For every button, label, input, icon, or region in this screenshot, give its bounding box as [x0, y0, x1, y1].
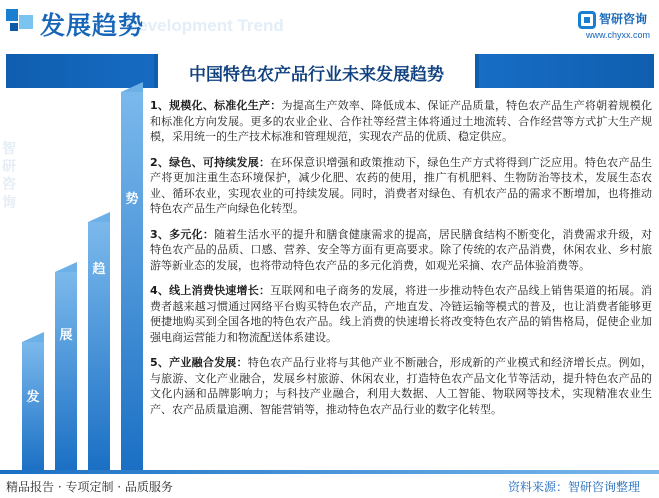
header [0, 0, 659, 48]
step-bar-1 [22, 342, 44, 472]
trend-heading: 4、线上消费快速增长： [150, 284, 271, 297]
section-title-en: Development Trend [126, 16, 284, 35]
brand-logo [578, 10, 654, 44]
logo-icon [578, 11, 596, 29]
trend-item-2 [150, 155, 652, 217]
trend-text: 随着生活水平的提升和膳食健康需求的提高，居民膳食结构不断变化，消费需求升级，对特色农产品的品质、口感、营养、安全等方面有更高要求。除了传统的农产品消费，休闲农业、乡村旅游等新业态的发展，也将带动特色农产品的多元化消费，如观光采摘、农产品体验消费等。 [150, 227, 653, 272]
side-watermark: 智研咨询 [2, 141, 16, 211]
trend-list [150, 98, 652, 427]
trend-heading: 1、规模化、标准化生产： [150, 99, 282, 112]
trend-item-1 [150, 98, 652, 145]
trend-item-4 [150, 283, 652, 345]
footer-divider [0, 470, 659, 474]
trend-item-3 [150, 227, 652, 274]
trend-heading: 3、多元化： [150, 227, 215, 241]
step-label-2: 展 [59, 328, 73, 343]
step-bar-3 [88, 222, 110, 472]
trend-text: 为提高生产效率、降低成本、保证产品质量，特色农产品生产将朝着规模化和标准化方向发展。更多的农业企业、合作社等经营主体将通过土地流转、合作经营等方式扩大生产规模，采用统一的生产技术标准和管理规范，实现农产品的优质、稳定供应。 [150, 99, 653, 143]
footer-slogan: 精品报告 · 专项定制 · 品质服务 [6, 480, 173, 494]
trend-heading: 2、绿色、可持续发展： [150, 155, 271, 169]
logo-url: www.chyxx.com [586, 30, 651, 40]
title-box [154, 54, 479, 88]
step-label-3: 趋 [92, 262, 106, 277]
trend-item-5 [150, 355, 652, 417]
trend-text: 特色农产品行业将与其他产业不断融合，形成新的产业模式和经济增长点。例如，与旅游、文化产业融合，发展乡村旅游、休闲农业，打造特色农产品文化节等活动，提升特色农产品的文化内涵和品牌影响力；与科技产业融合，利用大数据、人工智能、物联网等技术，实现精准农业生产、农产品质量追溯、智能营销等，推动特色农产品行业的数字化转型。 [150, 356, 653, 416]
trend-heading: 5、产业融合发展： [150, 356, 248, 369]
logo-name: 智研咨询 [599, 12, 648, 26]
step-label-1: 发 [26, 390, 40, 405]
step-bar-4 [121, 92, 143, 472]
section-title: 发展趋势 [40, 11, 145, 40]
step-label-4: 势 [125, 192, 139, 207]
trend-text: 互联网和电子商务的发展，将进一步推动特色农产品线上销售渠道的拓展。消费者越来越习惯通过网络平台购买特色农产品，产地直发、冷链运输等模式的普及，也让消费者能够更便捷地购买到全国各地的特色农产品。线上消费的快速增长将改变特色农产品的销售格局，促使企业加强电商运营能力和物流配送体系建设。 [150, 284, 653, 344]
step-bar-2 [55, 272, 77, 472]
trend-steps-graphic [22, 92, 144, 472]
data-source: 资料来源：智研咨询整理 [508, 480, 641, 494]
page-title: 中国特色农产品行业未来发展趋势 [189, 65, 444, 85]
section-mark-icon [6, 9, 36, 35]
trend-text: 在环保意识增强和政策推动下，绿色生产方式将得到广泛应用。特色农产品生产将更加注重生态环境保护，减少化肥、农药的使用，推广有机肥料、生物防治等技术，发展生态农业、循环农业，实现农业的可持续发展。同时，消费者对绿色、有机农产品的需求不断增加，也将推动特色农产品生产向绿色化转型。 [150, 155, 653, 215]
